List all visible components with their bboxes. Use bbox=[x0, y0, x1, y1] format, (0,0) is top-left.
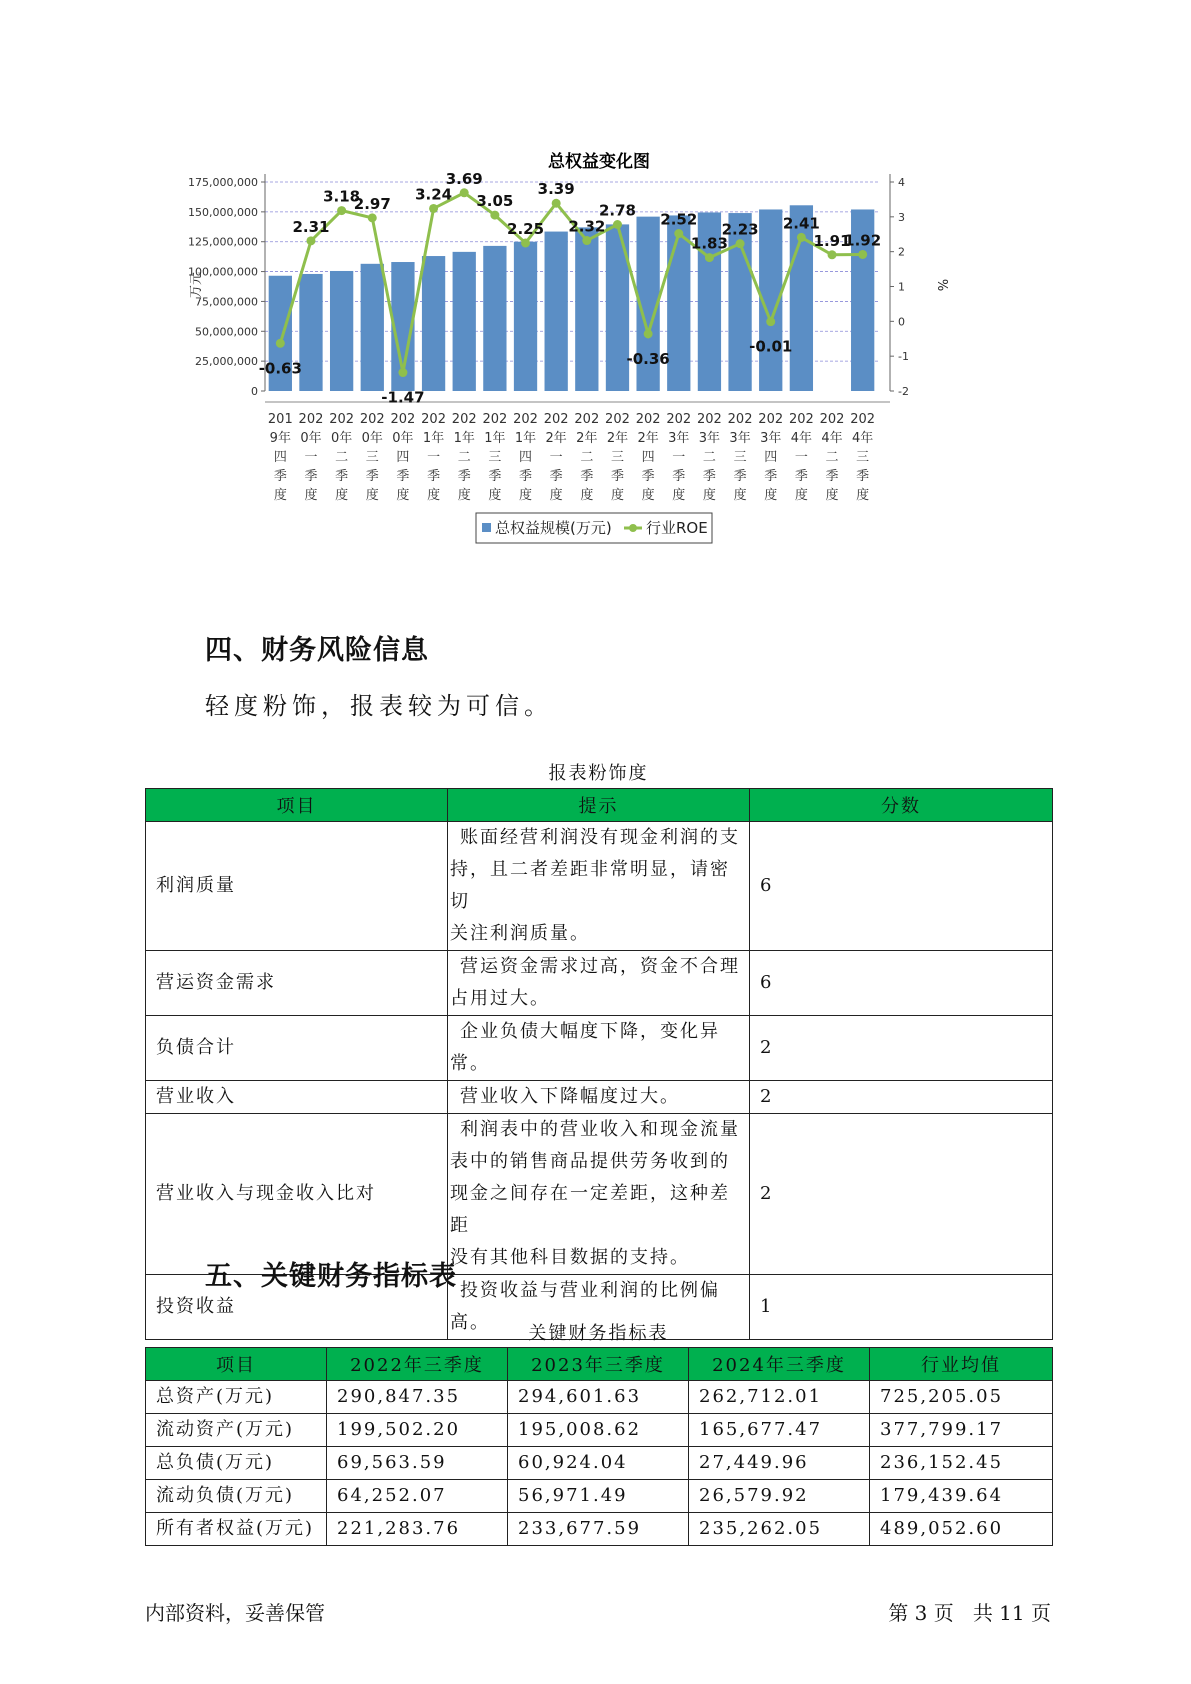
x-tick-label: 202 bbox=[421, 412, 446, 427]
x-tick-label: 202 bbox=[819, 412, 845, 427]
table-row bbox=[146, 1081, 1053, 1114]
risk-score: 6 bbox=[750, 822, 1053, 951]
x-tick-label: 四 bbox=[641, 450, 655, 465]
roe-point bbox=[674, 229, 683, 238]
chart-title: 总权益变化图 bbox=[548, 152, 650, 172]
x-tick-label: 二 bbox=[457, 450, 471, 465]
footer-note: 内部资料，妥善保管 bbox=[145, 1601, 325, 1625]
roe-point bbox=[460, 188, 469, 197]
x-tick-label: 二 bbox=[335, 450, 349, 465]
y-tick-label-right: 3 bbox=[898, 210, 905, 224]
x-tick-label: 2年 bbox=[545, 431, 567, 446]
x-tick-label: 度 bbox=[825, 488, 839, 503]
x-tick-label: 度 bbox=[641, 488, 655, 503]
x-tick-label: 1年 bbox=[422, 431, 445, 446]
risk-hint-line: 投资收益与营业利润的比例偏高。 bbox=[450, 1280, 720, 1333]
kpi-value: 235,262.05 bbox=[689, 1513, 870, 1546]
kpi-value: 725,205.05 bbox=[870, 1381, 1053, 1414]
x-tick-label: 3年 bbox=[668, 431, 690, 446]
table-row bbox=[146, 1513, 1053, 1546]
legend-line-label: 行业ROE bbox=[646, 519, 708, 537]
risk-hint-line: 营业收入下降幅度过大。 bbox=[460, 1086, 680, 1107]
x-tick-label: 四 bbox=[273, 450, 287, 465]
x-tick-label: 季 bbox=[335, 469, 349, 484]
roe-point bbox=[582, 236, 591, 245]
x-tick-label: 度 bbox=[335, 488, 349, 503]
x-tick-label: 3年 bbox=[698, 431, 721, 446]
x-tick-label: 二 bbox=[825, 450, 839, 465]
x-tick-label: 202 bbox=[697, 412, 722, 427]
x-tick-label: 0年 bbox=[392, 431, 414, 446]
x-tick-label: 度 bbox=[580, 488, 594, 503]
legend-bar-swatch bbox=[482, 523, 491, 532]
x-tick-label: 季 bbox=[610, 469, 624, 484]
roe-data-label: 1.91 bbox=[813, 231, 851, 250]
x-tick-label: 0年 bbox=[330, 431, 353, 446]
x-tick-label: 季 bbox=[549, 469, 563, 484]
roe-point bbox=[797, 233, 806, 242]
table-row bbox=[146, 1016, 1053, 1081]
x-tick-label: 季 bbox=[794, 469, 808, 484]
x-tick-label: 度 bbox=[764, 488, 778, 503]
roe-data-label: -0.63 bbox=[258, 359, 302, 378]
y-tick-label-left: 50,000,000 bbox=[195, 325, 258, 339]
roe-data-label: 2.97 bbox=[353, 194, 391, 213]
kpi-value: 262,712.01 bbox=[689, 1381, 870, 1414]
x-tick-label: 202 bbox=[359, 412, 385, 427]
x-tick-label: 3年 bbox=[729, 431, 751, 446]
table-row bbox=[146, 1447, 1053, 1480]
x-tick-label: 季 bbox=[519, 469, 533, 484]
roe-data-label: 3.24 bbox=[415, 185, 453, 204]
roe-data-label: 1.83 bbox=[690, 234, 728, 253]
x-tick-label: 202 bbox=[788, 412, 814, 427]
x-tick-label: 3年 bbox=[760, 431, 782, 446]
roe-point bbox=[429, 204, 438, 213]
x-tick-label: 三 bbox=[856, 450, 870, 465]
x-tick-label: 季 bbox=[365, 469, 379, 484]
kpi-value: 236,152.45 bbox=[870, 1447, 1053, 1480]
legend-bar-label: 总权益规模(万元) bbox=[495, 519, 612, 537]
y-tick-label-left: 175,000,000 bbox=[188, 176, 258, 189]
kpi-table bbox=[145, 1347, 1053, 1546]
roe-point bbox=[521, 238, 530, 247]
x-tick-label: 202 bbox=[758, 412, 784, 427]
kpi-value: 165,677.47 bbox=[689, 1414, 870, 1447]
y-tick-label-left: 100,000,000 bbox=[188, 265, 258, 279]
roe-data-label: 2.31 bbox=[292, 217, 330, 236]
table-row bbox=[146, 1114, 1053, 1275]
x-tick-label: 202 bbox=[451, 412, 477, 427]
x-tick-label: 度 bbox=[396, 488, 410, 503]
x-tick-label: 季 bbox=[457, 469, 471, 484]
risk-score: 1 bbox=[750, 1275, 1053, 1340]
kpi-table-caption: 关键财务指标表 bbox=[528, 1323, 669, 1344]
y-tick-label-right: 4 bbox=[898, 176, 905, 189]
bar bbox=[545, 232, 568, 391]
y-axis-title-left: 万元 bbox=[189, 271, 204, 299]
x-tick-label: 度 bbox=[457, 488, 471, 503]
x-tick-label: 度 bbox=[702, 488, 716, 503]
risk-hint-line: 营运资金需求过高，资金不合理 bbox=[460, 956, 740, 977]
x-tick-label: 2年 bbox=[637, 431, 659, 446]
x-tick-label: 季 bbox=[580, 469, 594, 484]
roe-point bbox=[276, 339, 285, 348]
risk-table-header bbox=[146, 789, 1053, 822]
header-cell: 提示 bbox=[448, 789, 750, 822]
risk-item: 营运资金需求 bbox=[146, 951, 448, 1016]
roe-point bbox=[490, 211, 499, 220]
roe-point bbox=[613, 220, 622, 229]
x-tick-label: 季 bbox=[273, 469, 287, 484]
kpi-table-header bbox=[146, 1348, 1053, 1381]
x-tick-label: 202 bbox=[727, 412, 753, 427]
risk-hint-line: 占用过大。 bbox=[450, 988, 550, 1009]
risk-table-caption: 报表粉饰度 bbox=[548, 763, 649, 784]
risk-hint bbox=[448, 951, 750, 1016]
x-tick-label: 季 bbox=[488, 469, 502, 484]
x-tick-label: 一 bbox=[549, 450, 563, 465]
x-tick-label: 季 bbox=[764, 469, 778, 484]
header-cell: 2022年三季度 bbox=[327, 1348, 508, 1381]
x-tick-label: 四 bbox=[764, 450, 778, 465]
bar bbox=[453, 252, 476, 391]
header-cell: 项目 bbox=[146, 1348, 327, 1381]
kpi-value: 64,252.07 bbox=[327, 1480, 508, 1513]
kpi-value: 69,563.59 bbox=[327, 1447, 508, 1480]
y-tick-label-left: 125,000,000 bbox=[188, 235, 258, 249]
x-tick-label: 4年 bbox=[821, 431, 843, 446]
table-row bbox=[146, 822, 1053, 951]
x-tick-label: 2年 bbox=[576, 431, 598, 446]
bar bbox=[483, 246, 506, 391]
x-tick-label: 度 bbox=[610, 488, 624, 503]
kpi-section-title: 五、关键财务指标表 bbox=[205, 1261, 457, 1292]
bar bbox=[575, 227, 598, 391]
kpi-value: 233,677.59 bbox=[508, 1513, 689, 1546]
x-tick-label: 一 bbox=[427, 450, 441, 465]
x-tick-label: 季 bbox=[672, 469, 686, 484]
x-tick-label: 季 bbox=[396, 469, 410, 484]
roe-data-label: 2.41 bbox=[782, 214, 820, 233]
x-tick-label: 度 bbox=[427, 488, 441, 503]
risk-hint-line: 持，且二者差距非常明显，请密切 bbox=[450, 859, 730, 912]
risk-score: 2 bbox=[750, 1016, 1053, 1081]
risk-hint bbox=[448, 1081, 750, 1114]
x-tick-label: 201 bbox=[267, 412, 293, 427]
kpi-value: 26,579.92 bbox=[689, 1480, 870, 1513]
legend-line-marker bbox=[629, 524, 637, 532]
x-tick-label: 四 bbox=[519, 450, 533, 465]
risk-summary: 轻度粉饰，报表较为可信。 bbox=[205, 692, 553, 720]
roe-point bbox=[337, 206, 346, 215]
risk-item: 负债合计 bbox=[146, 1016, 448, 1081]
x-tick-label: 三 bbox=[365, 450, 379, 465]
kpi-value: 489,052.60 bbox=[870, 1513, 1053, 1546]
x-tick-label: 202 bbox=[635, 412, 661, 427]
x-tick-label: 度 bbox=[304, 488, 318, 503]
header-cell: 分数 bbox=[750, 789, 1053, 822]
roe-data-label: 3.18 bbox=[323, 187, 361, 206]
x-tick-label: 202 bbox=[329, 412, 355, 427]
roe-point bbox=[828, 250, 837, 259]
risk-hint-line: 利润表中的营业收入和现金流量 bbox=[460, 1119, 740, 1140]
x-tick-label: 4年 bbox=[790, 431, 813, 446]
x-tick-label: 1年 bbox=[484, 431, 506, 446]
kpi-value: 221,283.76 bbox=[327, 1513, 508, 1546]
roe-data-label: -1.47 bbox=[381, 388, 425, 407]
roe-point bbox=[398, 368, 407, 377]
bar bbox=[422, 256, 445, 391]
risk-score: 2 bbox=[750, 1114, 1053, 1275]
kpi-item: 总资产(万元) bbox=[146, 1381, 327, 1414]
x-tick-label: 度 bbox=[273, 488, 287, 503]
x-tick-label: 一 bbox=[672, 450, 686, 465]
roe-point bbox=[736, 239, 745, 248]
roe-point bbox=[368, 213, 377, 222]
bar bbox=[299, 274, 322, 391]
kpi-item: 总负债(万元) bbox=[146, 1447, 327, 1480]
x-tick-label: 202 bbox=[605, 412, 630, 427]
risk-hint-line: 表中的销售商品提供劳务收到的 bbox=[450, 1151, 730, 1172]
y-tick-label-right: 0 bbox=[898, 315, 905, 329]
x-tick-label: 度 bbox=[672, 488, 686, 503]
risk-score: 6 bbox=[750, 951, 1053, 1016]
risk-section-title: 四、财务风险信息 bbox=[205, 635, 429, 666]
y-axis-title-right: % bbox=[934, 278, 949, 292]
bar bbox=[361, 264, 384, 391]
y-tick-label-right: -1 bbox=[898, 350, 909, 364]
x-tick-label: 二 bbox=[580, 450, 594, 465]
roe-data-label: 3.69 bbox=[445, 169, 483, 188]
roe-data-label: 2.32 bbox=[568, 217, 606, 236]
roe-data-label: 2.23 bbox=[721, 220, 759, 239]
equity-chart bbox=[180, 140, 960, 600]
x-tick-label: 202 bbox=[390, 412, 416, 427]
risk-hint bbox=[448, 1016, 750, 1081]
roe-point bbox=[306, 236, 315, 245]
roe-point bbox=[858, 250, 867, 259]
x-tick-label: 季 bbox=[427, 469, 441, 484]
table-row bbox=[146, 1480, 1053, 1513]
x-tick-label: 三 bbox=[488, 450, 502, 465]
y-tick-label-left: 75,000,000 bbox=[195, 295, 258, 309]
y-tick-label-left: 25,000,000 bbox=[195, 355, 258, 369]
x-tick-label: 一 bbox=[304, 450, 318, 465]
x-tick-label: 202 bbox=[543, 412, 569, 427]
x-tick-label: 度 bbox=[488, 488, 502, 503]
kpi-value: 56,971.49 bbox=[508, 1480, 689, 1513]
x-tick-label: 202 bbox=[298, 412, 324, 427]
x-tick-label: 度 bbox=[794, 488, 808, 503]
roe-data-label: -0.36 bbox=[626, 349, 670, 368]
table-row bbox=[146, 951, 1053, 1016]
y-tick-label-left: 0 bbox=[251, 385, 258, 398]
y-tick-label-right: 2 bbox=[898, 245, 905, 259]
x-tick-label: 一 bbox=[794, 450, 808, 465]
risk-hint-line: 现金之间存在一定差距，这种差距 bbox=[450, 1183, 730, 1236]
kpi-value: 290,847.35 bbox=[327, 1381, 508, 1414]
kpi-value: 294,601.63 bbox=[508, 1381, 689, 1414]
risk-hint-line: 关注利润质量。 bbox=[450, 923, 590, 944]
risk-hint-line: 没有其他科目数据的支持。 bbox=[450, 1247, 690, 1268]
x-tick-label: 1年 bbox=[453, 431, 475, 446]
kpi-value: 179,439.64 bbox=[870, 1480, 1053, 1513]
roe-data-label: 2.52 bbox=[660, 210, 698, 229]
roe-data-label: 2.78 bbox=[598, 201, 636, 220]
x-tick-label: 202 bbox=[666, 412, 692, 427]
table-row bbox=[146, 1381, 1053, 1414]
risk-item: 营业收入与现金收入比对 bbox=[146, 1114, 448, 1275]
x-tick-label: 202 bbox=[574, 412, 600, 427]
x-tick-label: 度 bbox=[519, 488, 533, 503]
roe-point bbox=[705, 253, 714, 262]
roe-point bbox=[552, 199, 561, 208]
header-cell: 2023年三季度 bbox=[508, 1348, 689, 1381]
x-tick-label: 202 bbox=[482, 412, 508, 427]
x-tick-label: 季 bbox=[825, 469, 839, 484]
bar bbox=[514, 242, 537, 391]
risk-hint bbox=[448, 1114, 750, 1275]
kpi-item: 流动资产(万元) bbox=[146, 1414, 327, 1447]
risk-hint-line: 账面经营利润没有现金利润的支 bbox=[460, 827, 740, 848]
x-tick-label: 2年 bbox=[606, 431, 629, 446]
x-tick-label: 度 bbox=[549, 488, 563, 503]
kpi-value: 199,502.20 bbox=[327, 1414, 508, 1447]
risk-item: 投资收益 bbox=[146, 1275, 448, 1340]
x-tick-label: 季 bbox=[304, 469, 318, 484]
header-cell: 项目 bbox=[146, 789, 448, 822]
x-tick-label: 202 bbox=[513, 412, 538, 427]
kpi-item: 流动负债(万元) bbox=[146, 1480, 327, 1513]
x-tick-label: 二 bbox=[702, 450, 716, 465]
y-tick-label-right: 1 bbox=[898, 280, 905, 294]
header-cell: 行业均值 bbox=[870, 1348, 1053, 1381]
x-tick-label: 度 bbox=[856, 488, 870, 503]
kpi-value: 377,799.17 bbox=[870, 1414, 1053, 1447]
risk-hint-line: 企业负债大幅度下降，变化异常。 bbox=[450, 1021, 720, 1074]
risk-item: 利润质量 bbox=[146, 822, 448, 951]
x-tick-label: 202 bbox=[850, 412, 876, 427]
risk-item: 营业收入 bbox=[146, 1081, 448, 1114]
x-tick-label: 季 bbox=[702, 469, 716, 484]
bar bbox=[330, 271, 353, 391]
x-tick-label: 四 bbox=[396, 450, 410, 465]
x-tick-label: 季 bbox=[641, 469, 655, 484]
y-tick-label-right: -2 bbox=[898, 385, 909, 398]
x-tick-label: 0年 bbox=[300, 431, 322, 446]
roe-data-label: 1.92 bbox=[844, 231, 882, 250]
kpi-value: 27,449.96 bbox=[689, 1447, 870, 1480]
x-tick-label: 4年 bbox=[852, 431, 874, 446]
roe-data-label: 3.39 bbox=[537, 180, 575, 199]
x-tick-label: 季 bbox=[856, 469, 870, 484]
roe-point bbox=[766, 317, 775, 326]
roe-data-label: -0.01 bbox=[749, 337, 793, 356]
x-tick-label: 季 bbox=[733, 469, 747, 484]
roe-data-label: 2.25 bbox=[507, 219, 545, 238]
x-tick-label: 度 bbox=[365, 488, 379, 503]
x-tick-label: 度 bbox=[733, 488, 747, 503]
table-row bbox=[146, 1414, 1053, 1447]
x-tick-label: 0年 bbox=[361, 431, 383, 446]
kpi-item: 所有者权益(万元) bbox=[146, 1513, 327, 1546]
roe-data-label: 3.05 bbox=[476, 192, 514, 211]
risk-score: 2 bbox=[750, 1081, 1053, 1114]
x-tick-label: 1年 bbox=[514, 431, 537, 446]
header-cell: 2024年三季度 bbox=[689, 1348, 870, 1381]
roe-point bbox=[644, 329, 653, 338]
x-tick-label: 三 bbox=[610, 450, 624, 465]
y-tick-label-left: 150,000,000 bbox=[188, 205, 258, 219]
page-number: 第 3 页 共 11 页 bbox=[888, 1601, 1051, 1625]
x-tick-label: 9年 bbox=[269, 431, 291, 446]
kpi-value: 60,924.04 bbox=[508, 1447, 689, 1480]
kpi-value: 195,008.62 bbox=[508, 1414, 689, 1447]
risk-hint bbox=[448, 822, 750, 951]
x-tick-label: 三 bbox=[733, 450, 747, 465]
